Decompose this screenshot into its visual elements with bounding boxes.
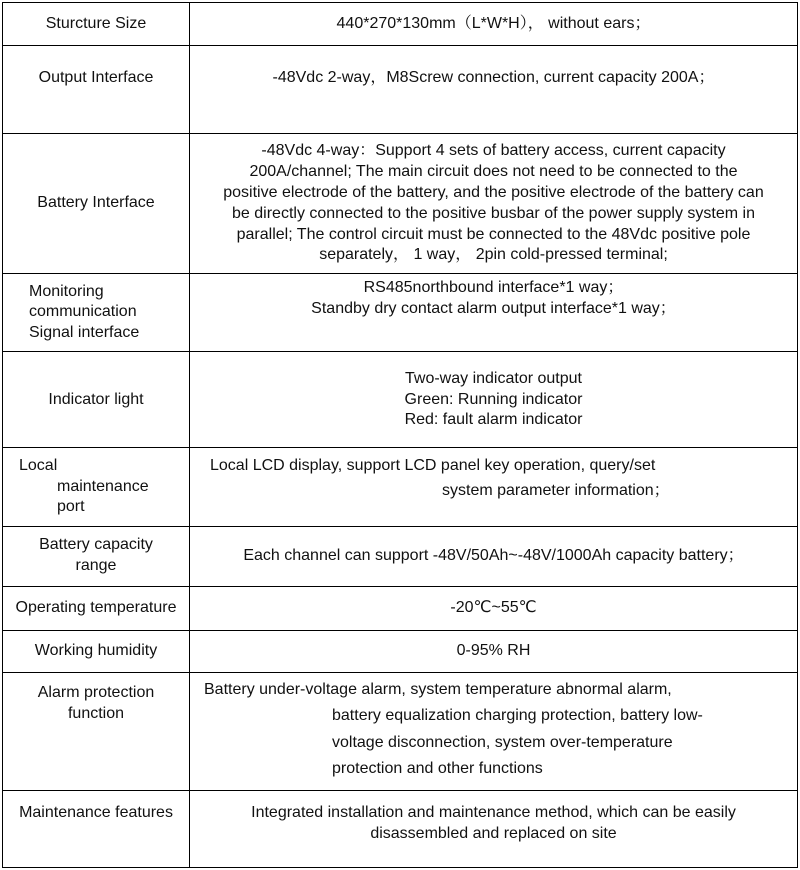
label-line: Battery Interface	[37, 194, 155, 212]
value-line: Green: Running indicator	[404, 390, 583, 408]
row-label	[3, 274, 190, 352]
row-value	[190, 352, 798, 448]
table-row	[3, 448, 798, 526]
label-line: maintenance	[57, 477, 149, 495]
value-line: be directly connected to the positive busbar of the power supply system in	[232, 204, 755, 222]
value-line: -48Vdc 2-way，M8Screw connection, current capacity 200A；	[272, 69, 715, 87]
table-row	[3, 3, 798, 46]
label-line: Output Interface	[38, 69, 154, 87]
label-line: function	[67, 704, 125, 722]
label-line: range	[75, 557, 117, 575]
row-value	[190, 790, 798, 867]
row-label	[3, 790, 190, 867]
row-value	[190, 274, 798, 352]
label-line: Battery capacity	[39, 536, 153, 554]
value-line: 0-95% RH	[456, 641, 531, 659]
table-row	[3, 46, 798, 134]
row-value	[190, 3, 798, 46]
value-line: 440*270*130mm（L*W*H）， without ears；	[336, 14, 651, 32]
value-line: separately， 1 way， 2pin cold-pressed terminal;	[319, 246, 668, 264]
table-row	[3, 790, 798, 867]
value-line: 200A/channel; The main circuit does not need to be connected to the	[249, 163, 738, 181]
value-line: Battery under-voltage alarm, system temperature abnormal alarm,	[204, 680, 672, 698]
value-line: -48Vdc 4-way：Support 4 sets of battery access, current capacity	[261, 142, 726, 160]
row-label	[3, 46, 190, 134]
table-row	[3, 352, 798, 448]
row-label	[3, 134, 190, 274]
value-line: protection and other functions	[332, 759, 543, 777]
row-label	[3, 630, 190, 672]
label-line: Maintenance features	[19, 803, 173, 821]
value-line: RS485northbound interface*1 way；	[363, 279, 624, 297]
value-line: -20℃~55℃	[450, 598, 537, 616]
value-line: disassembled and replaced on site	[370, 824, 617, 842]
value-line: voltage disconnection, system over-temperature	[332, 733, 673, 751]
value-line: Two-way indicator output	[405, 369, 582, 387]
value-line: battery equalization charging protection, battery low-	[332, 707, 703, 725]
row-value	[190, 630, 798, 672]
row-value	[190, 448, 798, 526]
label-line: Working humidity	[34, 641, 158, 659]
value-line: Local LCD display, support LCD panel key operation, query/set	[210, 457, 656, 475]
row-label	[3, 3, 190, 46]
spec-table	[2, 2, 798, 868]
row-value	[190, 134, 798, 274]
label-line: Local	[19, 456, 58, 474]
label-line: Monitoring	[29, 282, 104, 300]
row-value	[190, 46, 798, 134]
row-label	[3, 448, 190, 526]
row-label	[3, 352, 190, 448]
value-line: parallel; The control circuit must be connected to the 48Vdc positive pole	[236, 225, 751, 243]
label-line: Signal interface	[29, 324, 140, 342]
row-label	[3, 586, 190, 630]
label-line: Operating temperature	[15, 598, 177, 616]
row-value	[190, 672, 798, 790]
value-line: Red: fault alarm indicator	[404, 411, 583, 429]
row-label	[3, 526, 190, 586]
value-line: Standby dry contact alarm output interface*1 way；	[311, 300, 676, 318]
table-row	[3, 630, 798, 672]
value-line: positive electrode of the battery, and the positive electrode of the battery can	[223, 183, 764, 201]
table-row	[3, 672, 798, 790]
value-line: system parameter information；	[442, 482, 670, 500]
table-row	[3, 134, 798, 274]
value-line: Integrated installation and maintenance method, which can be easily	[251, 803, 736, 821]
label-line: port	[57, 498, 85, 516]
label-line: Indicator light	[48, 390, 144, 408]
table-row	[3, 586, 798, 630]
row-label	[3, 672, 190, 790]
row-value	[190, 526, 798, 586]
value-line: Each channel can support -48V/50Ah~-48V/1000Ah capacity battery；	[243, 546, 744, 564]
label-line: Alarm protection	[37, 683, 155, 701]
table-row	[3, 526, 798, 586]
label-line: communication	[29, 303, 137, 321]
table-row	[3, 274, 798, 352]
label-line: Sturcture Size	[45, 14, 147, 32]
row-value	[190, 586, 798, 630]
